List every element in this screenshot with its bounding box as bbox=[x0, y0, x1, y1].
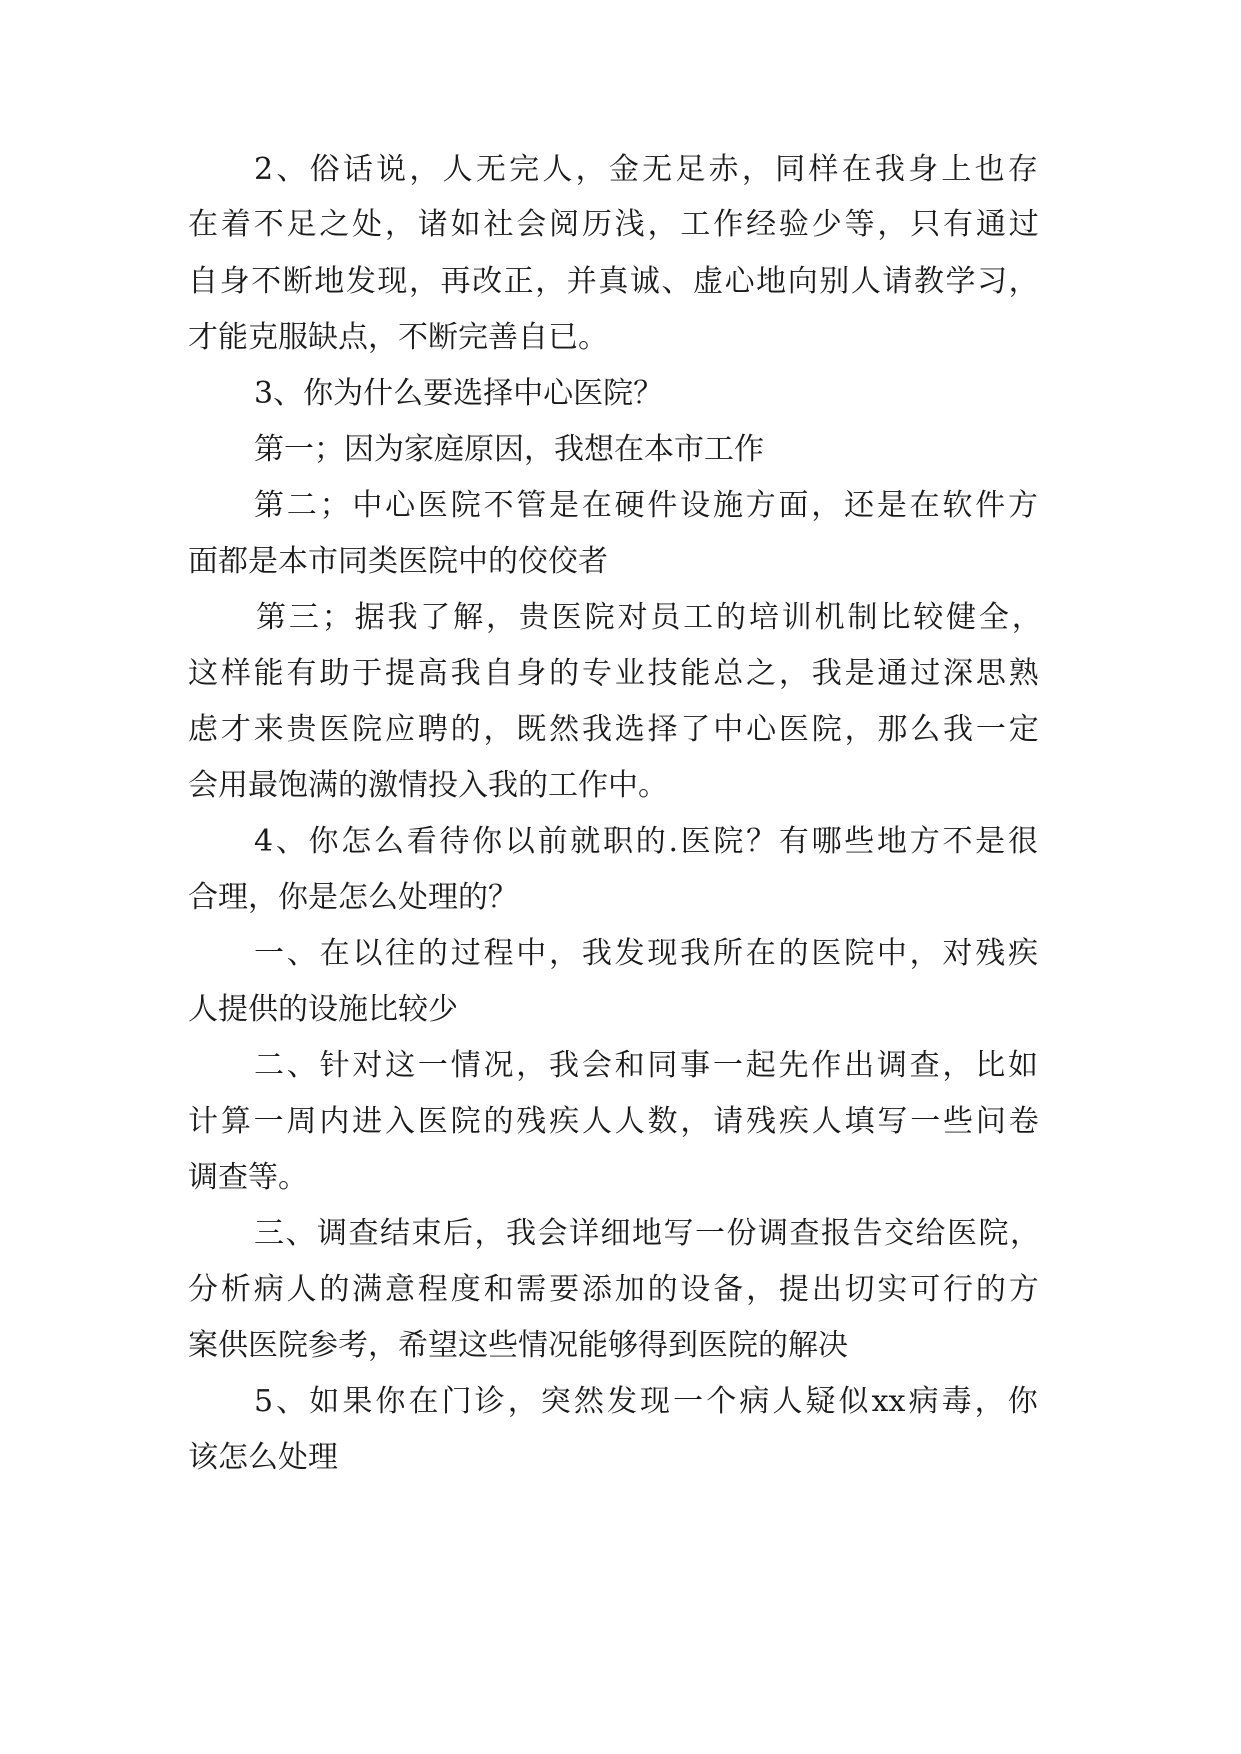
paragraph-line: 第 二 ； 中 心 医 院 不 管 是 在 硬 件 设 施 方 面 ， 还 是 在 软 件 方 bbox=[254, 488, 1038, 523]
paragraph-line: 第一；因为家庭原因，我想在本市工作 bbox=[254, 432, 764, 467]
paragraph-line: 自 身 不 断 地 发 现 ， 再 改 正 ， 并 真 诚 、 虚 心 地 向 别 人 请 教 学 习 ， bbox=[188, 264, 1039, 299]
question-heading: 3、你为什么要选择中心医院？ bbox=[254, 376, 664, 411]
question-heading: 该怎么处理 bbox=[188, 1440, 338, 1475]
paragraph-line: 计 算 一 周 内 进 入 医 院 的 残 疾 人 人 数 ， 请 残 疾 人 填 写 一 些 问 卷 bbox=[188, 1104, 1039, 1139]
paragraph-line: 在 着 不 足 之 处 ， 诸 如 社 会 阅 历 浅 ， 工 作 经 验 少 等 ， 只 有 通 过 bbox=[188, 207, 1039, 242]
paragraph-line: 会用最饱满的激情投入我的工作中。 bbox=[188, 768, 668, 803]
paragraph-line: 分 析 病 人 的 满 意 程 度 和 需 要 添 加 的 设 备 ， 提 出 切 实 可 行 的 方 bbox=[188, 1272, 1039, 1307]
question-heading: 合理，你是怎么处理的？ bbox=[188, 880, 518, 915]
paragraph-line: 这 样 能 有 助 于 提 高 我 自 身 的 专 业 技 能 总 之 ， 我 是 通 过 深 思 熟 bbox=[188, 656, 1039, 691]
paragraph-line: 才能克服缺点，不断完善自已。 bbox=[188, 320, 608, 355]
paragraph-line: 三 、 调 查 结 束 后 ， 我 会 详 细 地 写 一 份 调 查 报 告 交 给 医 院 ， bbox=[254, 1216, 1040, 1251]
paragraph-line: 虑 才 来 贵 医 院 应 聘 的 ， 既 然 我 选 择 了 中 心 医 院 ， 那 么 我 一 定 bbox=[188, 712, 1039, 747]
paragraph-line: 人提供的设施比较少 bbox=[188, 992, 458, 1027]
question-heading: 4 、 你 怎 么 看 待 你 以 前 就 职 的 . 医 院 ？ 有 哪 些 地 方 不 是 很 bbox=[254, 824, 1038, 859]
paragraph-line: 面都是本市同类医院中的佼佼者 bbox=[188, 544, 608, 579]
paragraph-line: 第 三 ； 据 我 了 解 ， 贵 医 院 对 员 工 的 培 训 机 制 比 较 健 全 ， bbox=[256, 600, 1042, 635]
paragraph-line: 调查等。 bbox=[188, 1160, 308, 1195]
paragraph-line: 一 、 在 以 往 的 过 程 中 ， 我 发 现 我 所 在 的 医 院 中 ， 对 残 疾 bbox=[254, 936, 1038, 971]
paragraph-line: 二 、 针 对 这 一 情 况 ， 我 会 和 同 事 一 起 先 作 出 调 查 ， 比 如 bbox=[254, 1048, 1038, 1083]
question-heading: 5 、 如 果 你 在 门 诊 ， 突 然 发 现 一 个 病 人 疑 似 xx 病 毒 ， 你 bbox=[254, 1384, 1038, 1419]
paragraph-line: 2 、 俗 话 说 ， 人 无 完 人 ， 金 无 足 赤 ， 同 样 在 我 身 上 也 存 bbox=[254, 152, 1038, 187]
paragraph-line: 案供医院参考，希望这些情况能够得到医院的解决 bbox=[188, 1328, 848, 1363]
